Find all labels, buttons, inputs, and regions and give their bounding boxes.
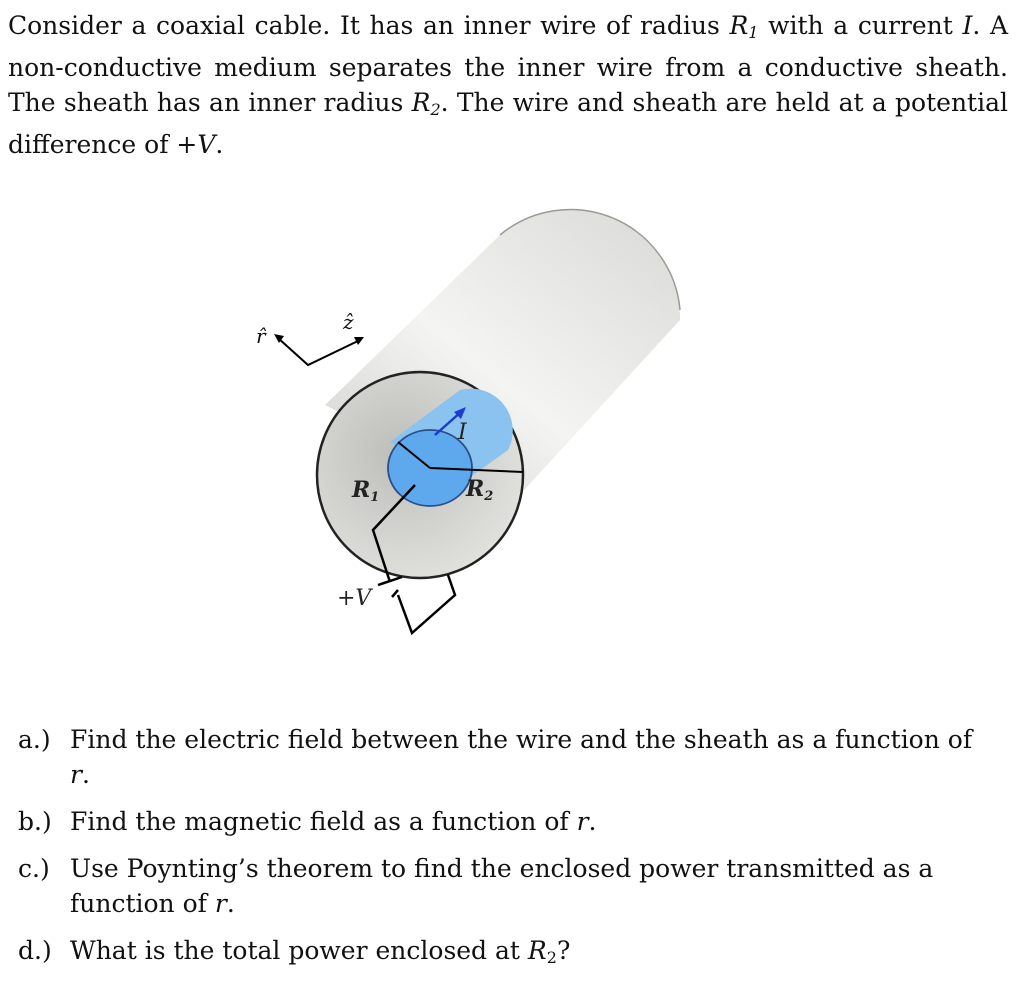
coaxial-cable-figure [230, 200, 700, 650]
label-R2: $R_2$ [466, 476, 494, 504]
problem-statement: Consider a coaxial cable. It has an inner wire of radius $R_1$ with a current I. A non-conductive medium separates the inner wire from a conductive sheath. The sheath has an inner radius $R_2$. The wire and sheath are held at a potential difference of +V. [8, 11, 1008, 159]
var-R2: $R_2$ [411, 88, 441, 119]
intro-sentence-1a: Consider a coaxial cable. It has an inner wire of radius [8, 11, 730, 40]
intro-sentence-1b: with a current [758, 11, 963, 40]
label-I: I [458, 420, 467, 445]
var-R1: $R_1$ [729, 11, 759, 42]
question-label: c.) [18, 854, 50, 883]
question-label: a.) [18, 725, 51, 754]
rhat-label: r̂ [256, 324, 266, 348]
axis-lines [278, 338, 360, 365]
intro-sentence-3b: . The wire and sheath are held at a potential difference of [8, 88, 1008, 159]
question-a: a.) Find the electric field between the wire and the sheath as a function of r. [18, 722, 988, 792]
question-c: c.) Use Poynting’s theorem to find the enclosed power transmitted as a function of r. [18, 851, 988, 921]
question-list [18, 722, 988, 987]
zhat-label: ẑ [343, 310, 354, 334]
label-R1: $R_1$ [352, 477, 380, 505]
label-V: +V [337, 586, 372, 611]
question-b: b.) Find the magnetic field as a function of r. [18, 804, 988, 839]
question-label: b.) [18, 807, 52, 836]
voltage-wire-right [398, 575, 455, 633]
question-label: d.) [18, 936, 52, 965]
var-I: I [962, 11, 973, 40]
intro-sentence-3a: The sheath has an inner radius [8, 88, 412, 117]
intro-sentence-2: A non-conductive medium separates the inner wire from a conductive sheath. [8, 11, 1008, 82]
var-V: +V [176, 130, 216, 159]
question-d: d.) What is the total power enclosed at $R_2$? [18, 933, 988, 975]
